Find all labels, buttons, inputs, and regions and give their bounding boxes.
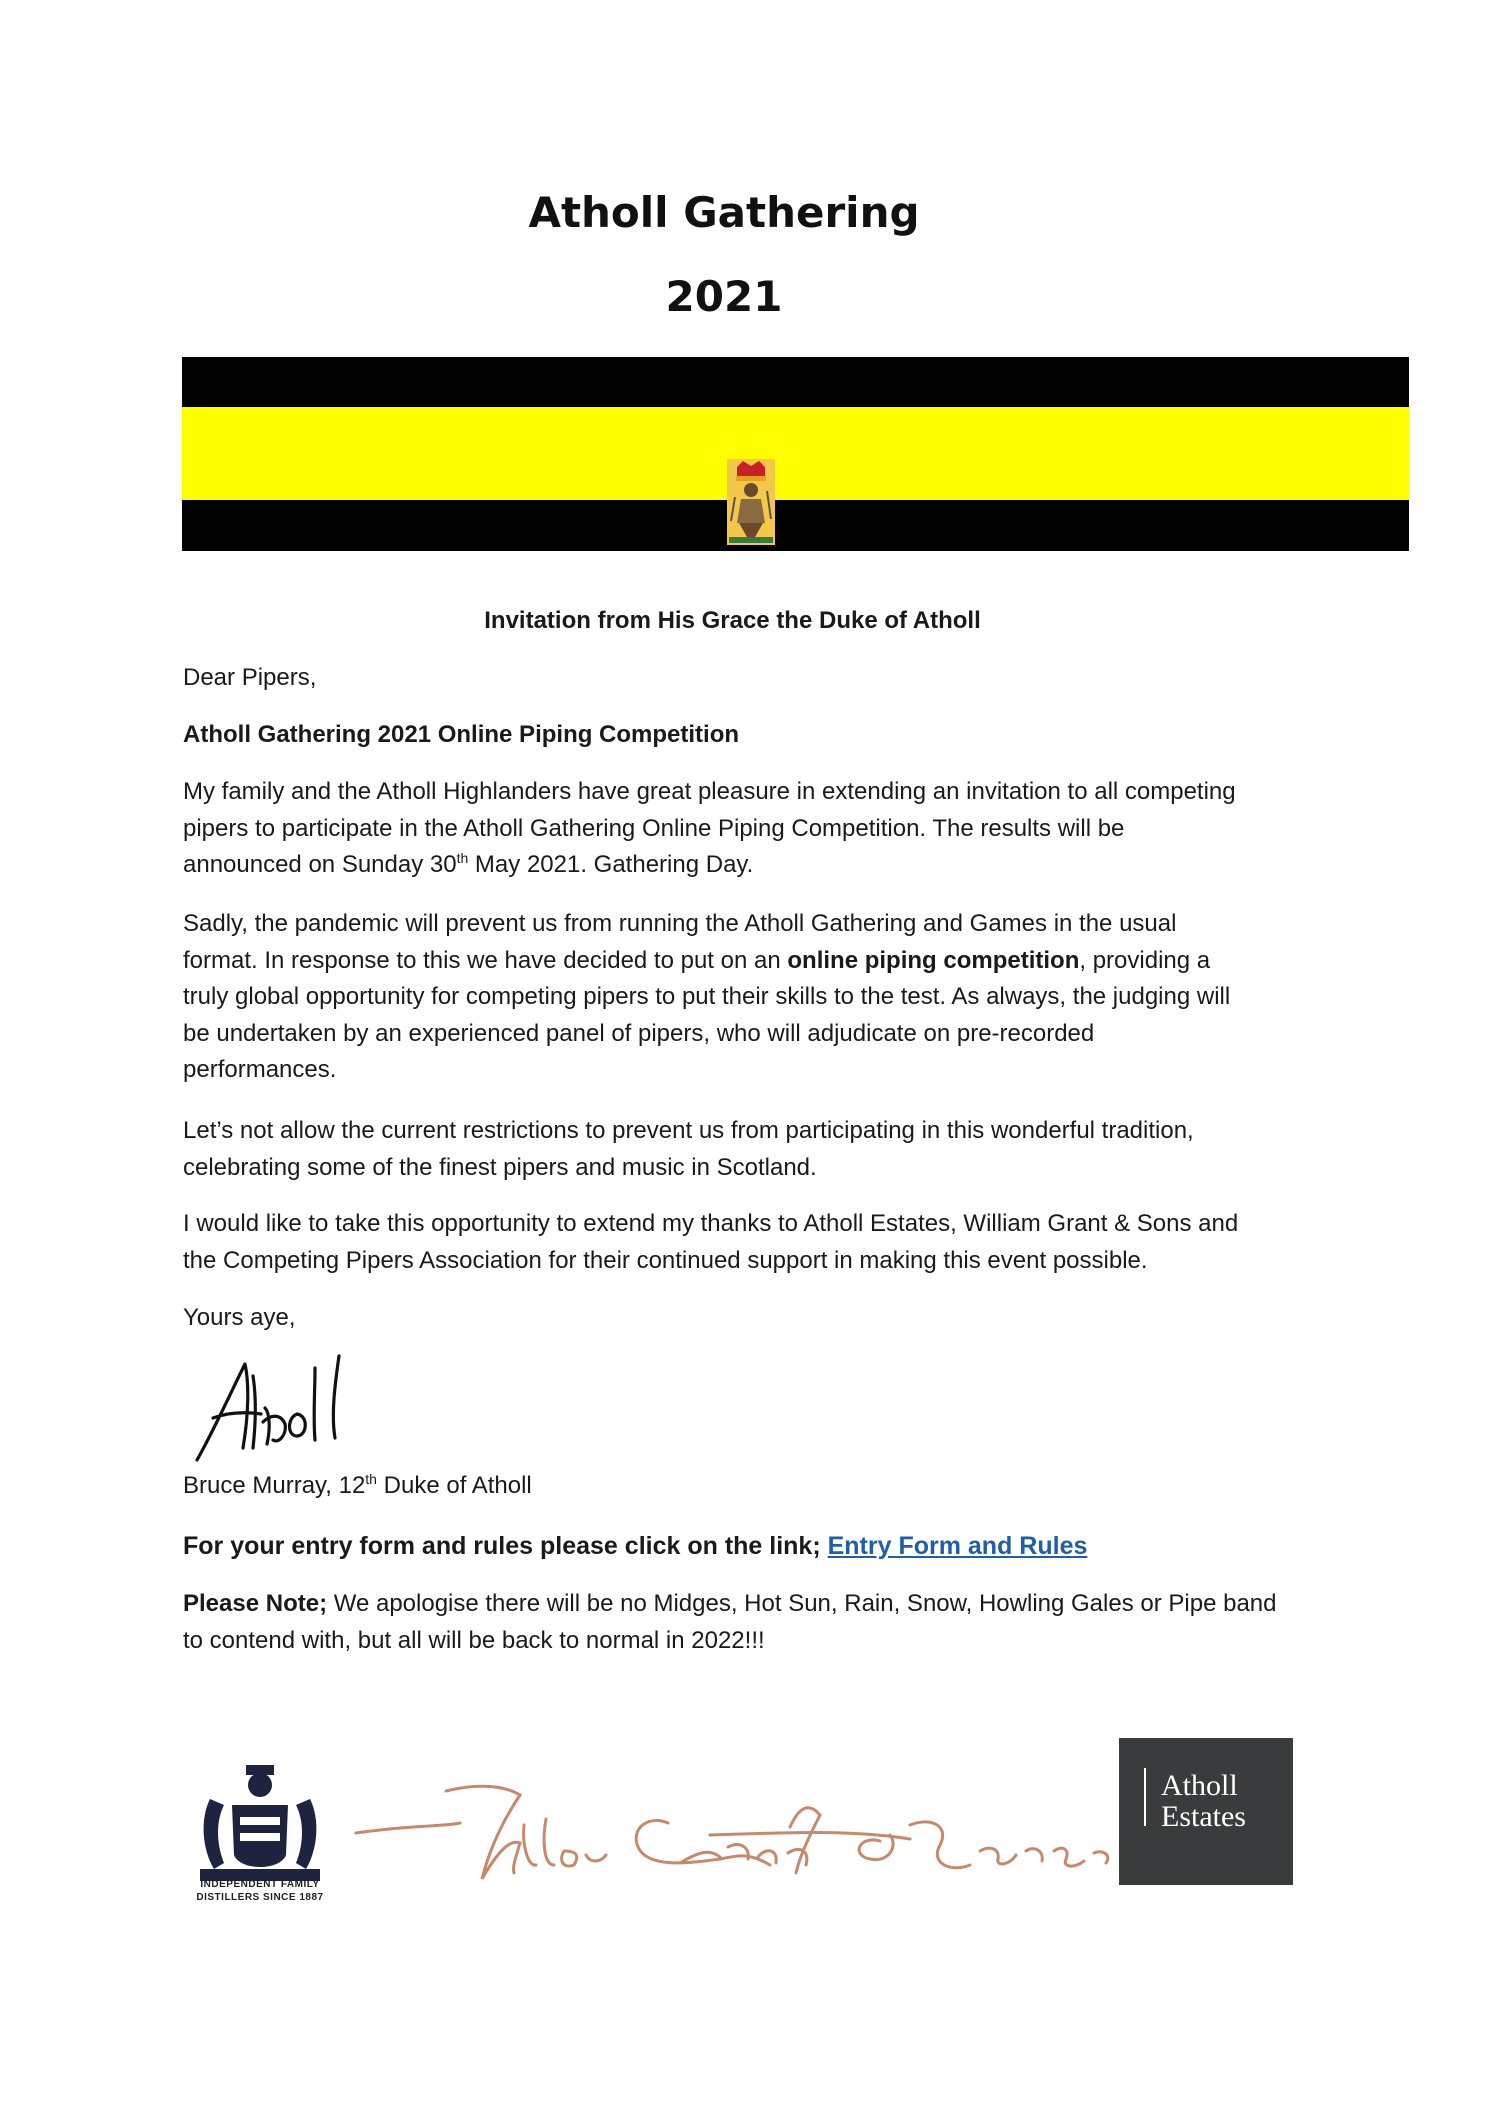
distillers-caption — [180, 1878, 340, 1904]
letter-subject: Atholl Gathering 2021 Online Piping Competition — [183, 721, 740, 748]
invitation-heading: Invitation from His Grace the Duke of Atholl — [484, 607, 981, 634]
entry-form-link[interactable]: Entry Form and Rules — [827, 1532, 1088, 1560]
signer-post: Duke of Atholl — [376, 1472, 532, 1499]
atholl-crest-icon — [717, 457, 785, 550]
distillers-caption-line1: INDEPENDENT FAMILY — [200, 1879, 320, 1890]
p2-line2 — [183, 943, 1353, 980]
flag-yellow-stripe — [182, 407, 1409, 500]
p2-line4: be undertaken by an experienced panel of pipers, who will adjudicate on pre-recorded — [183, 1019, 1095, 1047]
document-year: 2021 — [665, 272, 783, 321]
estates-logo-bar — [1144, 1768, 1146, 1826]
p2-line2-pre: format. In response to this we have decided to put on an — [183, 946, 788, 974]
p4-line1: I would like to take this opportunity to extend my thanks to Atholl Estates, William Grant & Sons and — [183, 1210, 1239, 1237]
william-grant-sons-logo — [350, 1755, 1120, 1905]
p1-line2: pipers to participate in the Atholl Gathering Online Piping Competition. The results will be — [183, 814, 1125, 842]
duke-signature — [183, 1352, 403, 1472]
estates-line2: Estates — [1161, 1800, 1246, 1833]
p2-line3: truly global opportunity for competing pipers to put their skills to the test. As always, the judging will — [183, 983, 1231, 1011]
paragraph-tradition — [183, 1113, 1353, 1186]
p3-line2: celebrating some of the finest pipers and music in Scotland. — [183, 1153, 817, 1181]
signer-pre: Bruce Murray, 12 — [183, 1472, 366, 1499]
p4-line2: the Competing Pipers Association for their continued support in making this event possible. — [183, 1246, 1148, 1274]
atholl-estates-logo — [1119, 1738, 1293, 1885]
p2-line2-bold: online piping competition — [787, 946, 1080, 974]
p2-line1: Sadly, the pandemic will prevent us from running the Atholl Gathering and Games in the usual — [183, 910, 1177, 937]
p2-line2-post: , providing a — [1079, 946, 1211, 974]
p1-line3-post: May 2021. Gathering Day. — [468, 851, 754, 879]
atholl-flag-banner — [182, 357, 1409, 551]
estates-logo-text — [1161, 1770, 1246, 1832]
p1-line1: My family and the Atholl Highlanders have great pleasure in extending an invitation to all competing — [183, 778, 1236, 805]
p1-line3-sup: th — [456, 850, 469, 867]
signer-sup: th — [365, 1471, 377, 1487]
entry-prompt: For your entry form and rules please click on the link; — [183, 1532, 828, 1560]
note-line2: to contend with, but all will be back to normal in 2022!!! — [183, 1626, 765, 1654]
note-line1 — [183, 1586, 1353, 1623]
note-line1-text: We apologise there will be no Midges, Hot Sun, Rain, Snow, Howling Gales or Pipe band — [327, 1590, 1277, 1617]
distillers-caption-line2: DISTILLERS SINCE 1887 — [196, 1892, 324, 1903]
p3-line1: Let’s not allow the current restrictions to prevent us from participating in this wonderful tradition, — [183, 1117, 1194, 1144]
paragraph-invitation — [183, 774, 1353, 884]
note-label: Please Note; — [183, 1590, 328, 1617]
p2-line5: performances. — [183, 1056, 337, 1084]
paragraph-thanks — [183, 1206, 1353, 1279]
salutation: Dear Pipers, — [183, 664, 317, 691]
closing: Yours aye, — [183, 1304, 296, 1331]
p1-line3 — [183, 847, 1353, 884]
entry-line — [183, 1528, 1353, 1565]
paragraph-pandemic — [183, 906, 1353, 1089]
p1-line3-pre: announced on Sunday 30 — [183, 851, 457, 879]
estates-line1: Atholl — [1161, 1769, 1238, 1802]
document-title: Atholl Gathering — [528, 188, 920, 237]
note-paragraph — [183, 1586, 1353, 1659]
signer-name — [183, 1468, 1353, 1505]
